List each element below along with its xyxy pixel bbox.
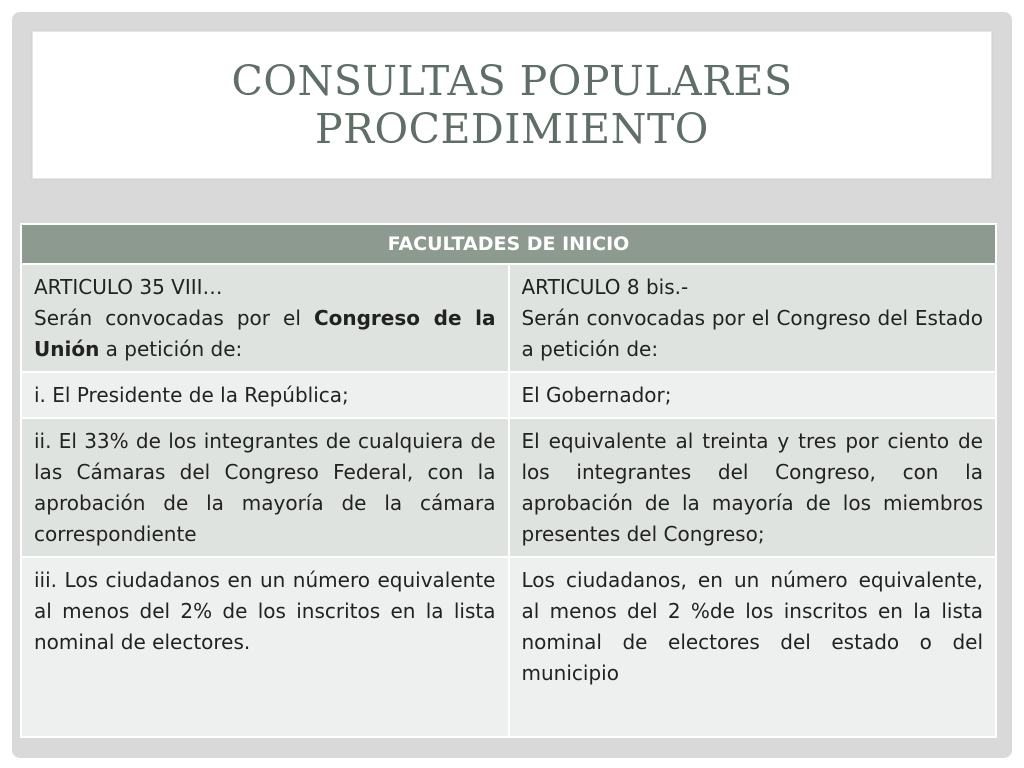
title-box xyxy=(32,31,992,179)
facultades-table xyxy=(20,223,997,738)
table-header: FACULTADES DE INICIO xyxy=(21,224,996,264)
federal-text-bold: Congreso de la Unión xyxy=(34,306,496,361)
table-cell: ii. El 33% de los integrantes de cualquiera de las Cámaras del Congreso Federal, con la aprobación de la mayoría de la cámara correspondiente xyxy=(21,418,509,557)
article-federal-heading: ARTICULO 35 VIII… xyxy=(34,275,223,299)
table-cell: iii. Los ciudadanos en un número equivalente al menos del 2% de los inscritos en la lista nominal de electores. xyxy=(21,557,509,737)
slide-title-line-2: PROCEDIMIENTO xyxy=(315,105,709,153)
table-cell: El equivalente al treinta y tres por ciento de los integrantes del Congreso, con la aprobación de la mayoría de los miembros presentes del Congreso; xyxy=(509,418,997,557)
table-cell-state xyxy=(509,264,997,372)
slide-title-line-1: CONSULTAS POPULARES xyxy=(231,57,793,105)
procedure-table xyxy=(20,223,997,738)
table-cell-federal xyxy=(21,264,509,372)
table-cell: i. El Presidente de la República; xyxy=(21,372,509,418)
table-row xyxy=(21,557,996,737)
federal-text-before: Serán convocadas por el xyxy=(34,306,314,330)
table-row xyxy=(21,372,996,418)
federal-text-after: a petición de: xyxy=(99,337,243,361)
table-cell: El Gobernador; xyxy=(509,372,997,418)
table-header-row xyxy=(21,224,996,264)
article-state-heading: ARTICULO 8 bis.- xyxy=(521,275,689,299)
table-row xyxy=(21,418,996,557)
table-cell: Los ciudadanos, en un número equivalente, al menos del 2 %de los inscritos en la lista nominal de electores del estado o del municipio xyxy=(509,557,997,737)
state-text: Serán convocadas por el Congreso del Estado a petición de: xyxy=(521,306,983,361)
table-row xyxy=(21,264,996,372)
